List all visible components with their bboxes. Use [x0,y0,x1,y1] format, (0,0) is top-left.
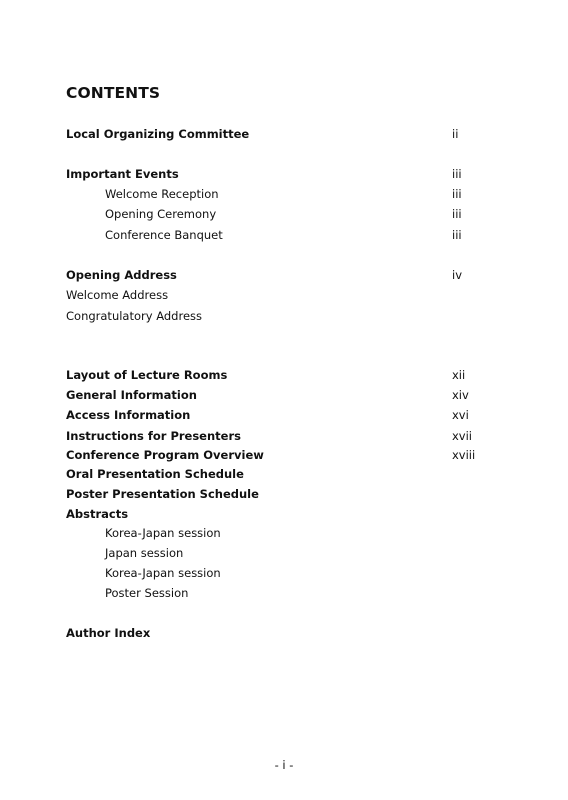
toc-entry-page: iii [452,167,462,181]
toc-entry-label: Abstracts [66,507,129,521]
toc-entry-page: iii [452,207,462,221]
toc-entry-label: Access Information [66,408,191,422]
page-number-footer: - i - [274,758,294,772]
toc-entry-label: Oral Presentation Schedule [66,467,244,481]
toc-entry-label: Author Index [66,626,151,640]
toc-entry-page: xiv [452,388,469,402]
toc-entry-label: General Information [66,388,197,402]
toc-entry-label: Poster Session [105,586,189,600]
toc-entry-page: iv [452,268,463,282]
toc-entry-page: xviii [452,448,476,462]
toc-entry-label: Welcome Reception [105,187,219,201]
toc-entry-label: Opening Ceremony [105,207,217,221]
toc-entry-label: Conference Program Overview [66,448,264,462]
toc-entry-label: Congratulatory Address [66,309,203,323]
toc-entry-page: iii [452,228,462,242]
toc-entry-label: Poster Presentation Schedule [66,487,259,501]
toc-entry-label: Welcome Address [66,288,169,302]
toc-entry-label: Important Events [66,167,179,181]
toc-entry-label: Japan session [105,546,184,560]
toc-entry-label: Instructions for Presenters [66,429,241,443]
toc-entry-page: xvii [452,429,473,443]
toc-entry-label: Korea-Japan session [105,566,221,580]
toc-entry-label: Layout of Lecture Rooms [66,368,228,382]
toc-entry-label: Local Organizing Committee [66,127,250,141]
toc-entry-label: Opening Address [66,268,177,282]
toc-entry-page: xvi [452,408,469,422]
page-title: CONTENTS [66,84,161,102]
toc-entry-page: ii [452,127,459,141]
toc-entry-page: iii [452,187,462,201]
toc-entry-page: xii [452,368,466,382]
toc-entry-label: Conference Banquet [105,228,223,242]
toc-entry-label: Korea-Japan session [105,526,221,540]
